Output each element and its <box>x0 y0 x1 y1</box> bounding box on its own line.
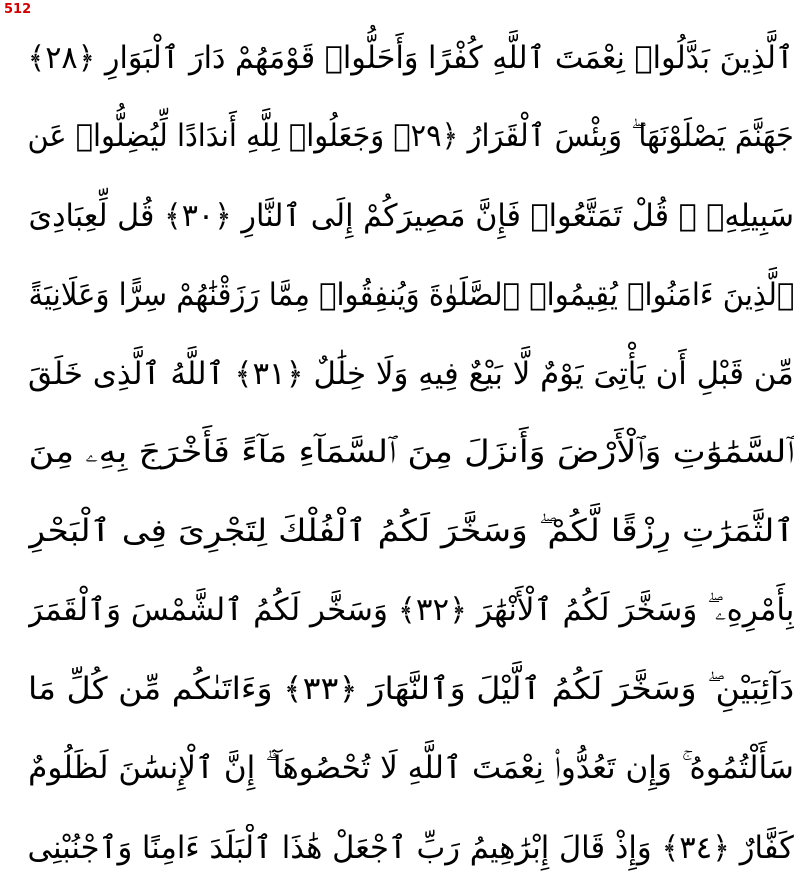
text-line-6 <box>28 413 794 492</box>
page-number: 512 <box>4 2 32 17</box>
text-line-11 <box>28 808 794 887</box>
line-text: ٱلَّذِينَ ءَامَنُوا۟ يُقِيمُوا۟ ٱلصَّلَوٰةَ وَيُنفِقُوا۟ مِمَّا رَزَقْنَٰهُمْ سِرًّا وَعَلَانِيَةً <box>28 276 794 313</box>
line-text: ٱلثَّمَرَٰتِ رِزْقًا لَّكُمْ ۖ وَسَخَّرَ لَكُمُ ٱلْفُلْكَ لِتَجْرِىَ فِى ٱلْبَحْرِ <box>28 513 794 549</box>
text-line-3 <box>28 176 794 255</box>
text-line-10 <box>28 729 794 808</box>
text-line-9 <box>28 650 794 729</box>
text-line-4 <box>28 255 794 334</box>
text-line-8 <box>28 571 794 650</box>
line-text: ٱلَّذِينَ بَدَّلُوا۟ نِعْمَتَ ٱللَّهِ كُفْرًا وَأَحَلُّوا۟ قَوْمَهُمْ دَارَ ٱلْبَوَارِ ﴿٢٨﴾ <box>28 39 794 76</box>
line-text: مِّن قَبْلِ أَن يَأْتِىَ يَوْمٌ لَّا بَيْعٌ فِيهِ وَلَا خِلَٰلٌ ﴿٣١﴾ ٱللَّهُ ٱلَّذِى خَلَقَ <box>28 355 794 392</box>
text-line-1 <box>28 18 794 97</box>
line-text: ٱلسَّمَٰوَٰتِ وَٱلْأَرْضَ وَأَنزَلَ مِنَ ٱلسَّمَآءِ مَآءً فَأَخْرَجَ بِهِۦ مِنَ <box>28 434 794 470</box>
line-text: جَهَنَّمَ يَصْلَوْنَهَا ۖ وَبِئْسَ ٱلْقَرَارُ ﴿٢٩﴾ وَجَعَلُوا۟ لِلَّهِ أَندَادًا لِّيُضِلُّوا۟ عَن <box>28 118 794 154</box>
line-text: دَآئِبَيْنِ ۖ وَسَخَّرَ لَكُمُ ٱلَّيْلَ وَٱلنَّهَارَ ﴿٣٣﴾ وَءَاتَىٰكُم مِّن كُلِّ مَا <box>28 671 794 707</box>
text-line-5 <box>28 334 794 413</box>
line-text: كَفَّارٌ ﴿٣٤﴾ وَإِذْ قَالَ إِبْرَٰهِيمُ رَبِّ ٱجْعَلْ هَٰذَا ٱلْبَلَدَ ءَامِنًا وَٱجْنُبْنِى <box>28 829 794 866</box>
quran-text-block <box>28 18 794 887</box>
line-text: سَأَلْتُمُوهُ ۚ وَإِن تَعُدُّوا۟ نِعْمَتَ ٱللَّهِ لَا تُحْصُوهَآ ۗ إِنَّ ٱلْإِنسَٰنَ لَظَلُومٌ <box>28 750 794 786</box>
line-text: بِأَمْرِهِۦ ۖ وَسَخَّرَ لَكُمُ ٱلْأَنْهَٰرَ ﴿٣٢﴾ وَسَخَّر لَكُمُ ٱلشَّمْسَ وَٱلْقَمَرَ <box>28 592 794 628</box>
text-line-2 <box>28 97 794 176</box>
line-text: سَبِيلِهِۦ ۗ قُلْ تَمَتَّعُوا۟ فَإِنَّ مَصِيرَكُمْ إِلَى ٱلنَّارِ ﴿٣٠﴾ قُل لِّعِبَادِىَ <box>28 197 794 234</box>
text-line-7 <box>28 492 794 571</box>
